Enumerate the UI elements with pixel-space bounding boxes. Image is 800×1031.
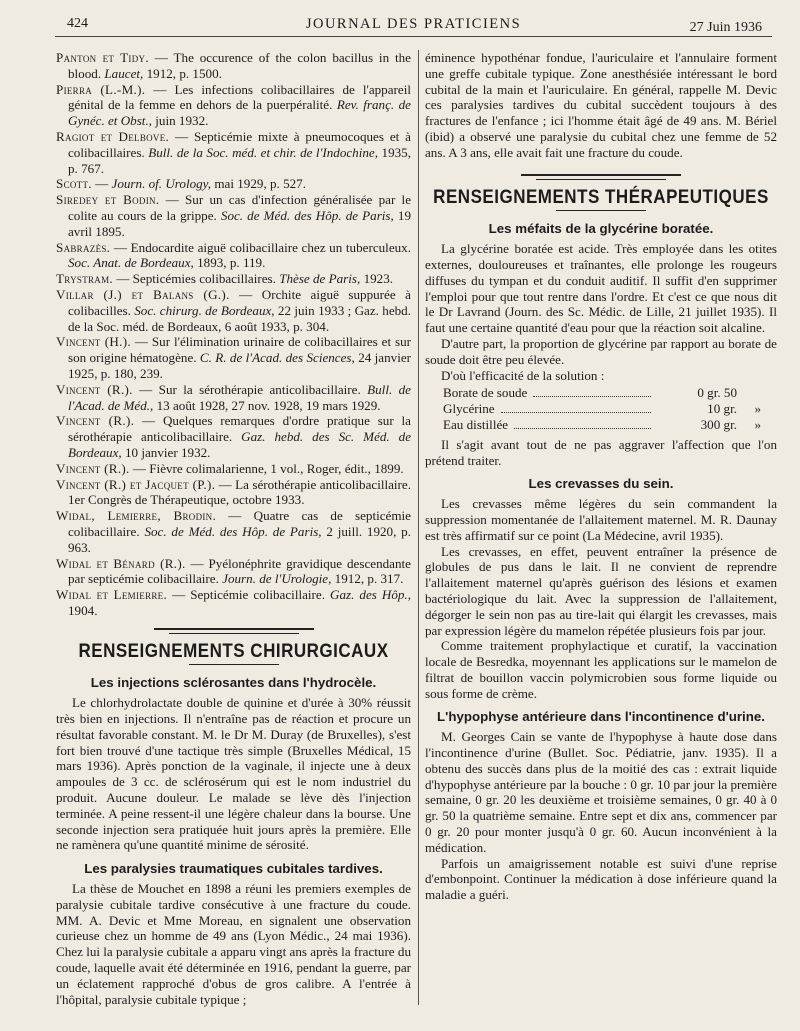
- reference-text: — The occurence of the colon bacillus in the blood.: [68, 50, 411, 81]
- journal-title: JOURNAL DES PRATICIENS: [305, 16, 522, 32]
- formula-row: [443, 401, 761, 417]
- article-title-hypophyse: L'hypophyse antérieure dans l'incontinence d'urine.: [437, 709, 765, 725]
- reference-entry: [56, 508, 411, 555]
- reference-text: — Orchite aiguë suppurée à colibacilles.: [68, 286, 411, 318]
- reference-author: Widal et Bénard (R.).: [56, 555, 186, 571]
- article-paragraph: D'autre part, la proportion de glycérine par rapport au borate de soude doit être peu élevée.: [425, 335, 777, 367]
- reference-source: Rev. franç. de Gynéc. et Obst.,: [68, 97, 411, 129]
- article-title-hydrocele: Les injections sclérosantes dans l'hydrocèle.: [90, 675, 377, 691]
- article-paragraph: Comme traitement prophylactique et curatif, la vaccination locale de Besredka, moyennant les applications sur le mamelon de filtrat de bouillon vaccin polymicrobien sous forme liquide ou sous forme de crème.: [425, 638, 777, 701]
- reference-source: Journ. de l'Urologie,: [222, 571, 332, 587]
- reference-entry: [56, 50, 411, 82]
- section-title-surgical: RENSEIGNEMENTS CHIRURGICAUX: [78, 639, 389, 662]
- article-paragraph: Parfois un amaigrissement notable est suivi d'une reprise d'embonpoint. Continuer la médication à dose inférieure quand la maladie a guéri.: [425, 855, 777, 903]
- reference-source: Soc. Anat. de Bordeaux,: [68, 255, 194, 271]
- article-title-glycerine: Les méfaits de la glycérine boratée.: [488, 221, 714, 237]
- reference-entry: [56, 334, 411, 381]
- reference-text: — La sérothérapie anticolibacillaire. 1er Congrès de Thérapeutique, octobre 1933.: [68, 476, 412, 508]
- reference-source: Bull. de l'Acad. de Méd.,: [68, 381, 411, 413]
- reference-text: — Endocardite aiguë colibacillaire chez un tuberculeux.: [113, 239, 411, 255]
- reference-source: Gaz. des Hôp.,: [330, 587, 411, 603]
- reference-text: — Sur un cas d'infection généralisée par le colite au cours de la grippe.: [68, 192, 412, 223]
- left-column: [56, 50, 411, 1007]
- reference-text: — Septicémies colibacillaires.: [116, 271, 276, 287]
- reference-tail: 10 janvier 1932.: [124, 444, 211, 460]
- article-paragraph: Les crevasses, en effet, peuvent entraîner la présence de globules de pus dans le lait. Il ne convient de reprendre l'allaitement maternel qu'après guérison des lésions et examen bactériologique du lait. Avec la suppression de l'allaitement, dégorger le sein non pas au tire-lait qui élargit les crevasses, mais par expression légère du mamelon répétée plusieurs fois par jour.: [425, 543, 777, 638]
- article-paragraph: Le chlorhydrolactate double de quinine et d'urée à 30% réussit très bien en injections. Il n'entraîne pas de réaction et procure un résultat favorable constant. M. le Dr M. Duray (de Bruxelles), s'est fort bien trouvé d'une tactique très simple (Bruxelles Médical, 15 mars 1936). Après ponction de la vaginale, il injecte une à deux ampoules de 3 cc. de sclérosérum qui est le nom industriel du produit. Aucune douleur. Le malade se lève dès l'injection terminée. A peine ressent-il une légère chaleur dans la bourse. Une seconde injection sera pratiquée huit jours après la première. Elle ne ramènera qu'une quantité minime de sérosité.: [56, 695, 411, 853]
- reference-author: Vincent (R.) et Jacquet (P.).: [56, 476, 216, 492]
- section-ornament: [154, 625, 314, 637]
- article-paragraph: La glycérine boratée est acide. Très employée dans les otites externes, douloureuses et traînantes, elle prolonge les rougeurs diffuses du tympan et du conduit auditif. Il suffit d'en supprimer l'emploi pour que tout rentre dans l'ordre. Et c'est ce que nous dit le Dr Lavrand (Journ. des Sc. Médic. de Lille, 21 juillet 1935). Il faut une certaine quantité d'eau pour que la réaction soit alcaline.: [425, 241, 777, 336]
- reference-author: Panton et Tidy.: [56, 50, 149, 65]
- reference-tail: mai 1929, p. 527.: [214, 176, 306, 192]
- reference-author: Ragiot et Delbove.: [56, 128, 170, 144]
- article-paragraph: Les crevasses même légères du sein commandent la suppression momentanée de l'allaitement maternel. M. R. Daunay est très affirmatif sur ce point (La Médecine, avril 1935).: [425, 496, 777, 543]
- section-title-therapeutic: RENSEIGNEMENTS THÉRAPEUTIQUES: [433, 185, 769, 207]
- reference-entry: [56, 271, 411, 287]
- reference-entry: [56, 477, 411, 509]
- right-column: [425, 50, 777, 903]
- reference-tail: 13 août 1928, 27 nov. 1928, 19 mars 1929.: [156, 397, 381, 413]
- reference-source: Soc. chirurg. de Bordeaux,: [134, 302, 275, 318]
- column-divider: [418, 50, 419, 1005]
- reference-tail: 22 juin 1933 ; Gaz. hebd. de la Soc. méd. de Bordeaux, 6 août 1933, p. 304.: [68, 302, 411, 334]
- reference-author: Vincent (H.).: [56, 334, 131, 350]
- formula-ditto: »: [754, 401, 761, 417]
- reference-tail: 1904.: [68, 602, 98, 618]
- reference-source: Journ. of. Urology,: [111, 176, 212, 192]
- reference-source: C. R. de l'Acad. des Sciences,: [199, 350, 355, 366]
- page-header: [55, 12, 772, 37]
- page-number: 424: [67, 16, 88, 31]
- reference-source: Gaz. hebd. des Sc. Méd. de Bordeaux,: [68, 429, 412, 460]
- reference-author: Vincent (R.).: [56, 381, 133, 397]
- reference-text: — Sur la sérothérapie anticolibacillaire.: [139, 381, 361, 397]
- article-paragraph: M. Georges Cain se vante de l'hypophyse à haute dose dans l'incontinence d'urine (Bullet. Soc. Pédiatrie, janv. 1935). Il a obtenu des succès dans plus de la moitié des cas : extrait liquide d'hypophyse antérieure par la bouche : 0 gr. 10 par jour la première semaine, 0 gr. 20 les deuxième et troisième semaines, 0 gr. 40 à 0 gr. 50 la quatrième semaine. Entre sept et dix ans, commencer par 0 gr. 20 pour monter jusqu'à 0 gr. 60. Aucun inconvénient à la médication.: [425, 729, 777, 855]
- reference-text: —: [95, 176, 109, 192]
- reference-tail: 1923.: [363, 271, 394, 287]
- reference-author: Vincent (R.).: [56, 460, 130, 476]
- reference-source: Soc. de Méd. des Hôp. de Paris,: [144, 523, 322, 539]
- reference-entry: [56, 461, 411, 477]
- issue-date: 27 Juin 1936: [689, 20, 762, 35]
- reference-tail: 19 avril 1895.: [68, 207, 411, 239]
- reference-tail: 1912, p. 317.: [334, 571, 404, 587]
- reference-text: — Quatre cas de septicémie colibacillaire.: [68, 508, 411, 539]
- reference-author: Widal et Lemierre.: [56, 587, 168, 603]
- article-paragraph: La thèse de Mouchet en 1898 a réuni les premiers exemples de paralysie cubitale tardive consécutive à une fracture du coude. MM. A. Devic et Mme Moreau, en signalent une observation curieuse chez un homme de 49 ans (Lyon Médic., 24 mai 1936). Chez lui la paralysie cubitale a apparu vingt ans après la fracture du coude, laquelle avait été déterminée en 1916, pendant la guerre, par un éclatement rapproché d'obus de gros calibre. A l'entrée à l'hôpital, paralysie cubitale typique ;: [56, 881, 411, 1007]
- reference-author: Scott.: [56, 176, 92, 192]
- reference-source: Thèse de Paris,: [279, 271, 361, 287]
- reference-tail: juin 1932.: [155, 113, 209, 129]
- continued-paragraph: éminence hypothénar fondue, l'auriculaire et l'annulaire forment une greffe cubitale typique. Zone anesthésiée intéressant le bord cubital de la main et l'auriculaire. En général, rappelle M. Devic ces paralysies tardives du cubital succèdent toujours à des fractures de l'enfance ; ici l'homme était âgé de 49 ans. M. Bériel (ibid) a observé une paralysie du cubital chez une femme de 52 ans. A 3 ans, elle avait fait une fracture du coude.: [425, 50, 777, 160]
- formula-ingredient: Borate de soude: [443, 385, 528, 401]
- reference-entry: [56, 556, 411, 588]
- reference-entry: [56, 587, 411, 619]
- formula-quantity: 10 gr.: [707, 401, 737, 417]
- reference-author: Siredey et Bodin.: [56, 192, 160, 208]
- reference-entry: [56, 413, 411, 460]
- formula-table: [443, 385, 761, 432]
- formula-ditto: »: [754, 416, 761, 432]
- formula-row: [443, 417, 761, 433]
- reference-tail: 1935, p. 767.: [68, 144, 411, 176]
- reference-source: Bull. de la Soc. méd. et chir. de l'Indochine,: [148, 144, 379, 160]
- article-title-paralysies: Les paralysies traumatiques cubitales tardives.: [84, 861, 383, 877]
- formula-quantity: 300 gr.: [700, 416, 737, 432]
- reference-author: Sabrazès.: [56, 239, 111, 255]
- formula-ditto: [747, 385, 761, 401]
- formula-row: [443, 385, 761, 401]
- article-title-crevasses: Les crevasses du sein.: [528, 476, 674, 492]
- reference-text: — Pyélonéphrite gravidique descendante par septicémie colibacillaire.: [68, 555, 411, 587]
- reference-author: Widal, Lemierre, Brodin.: [56, 508, 217, 524]
- reference-entry: [56, 382, 411, 414]
- reference-text: — Quelques remarques d'ordre pratique sur la sérothérapie anticolibacillaire.: [68, 413, 411, 445]
- reference-entry: [56, 176, 411, 192]
- article-paragraph: Il s'agit avant tout de ne pas aggraver l'affection que l'on prétend traiter.: [425, 436, 777, 468]
- reference-source: Soc. de Méd. des Hôp. de Paris,: [220, 207, 394, 223]
- reference-entry: [56, 287, 411, 334]
- article-paragraph: D'où l'efficacité de la solution :: [441, 367, 605, 383]
- formula-ingredient: Eau distillée: [443, 416, 509, 432]
- reference-entry: [56, 240, 411, 272]
- reference-tail: 2 juill. 1920, p. 963.: [68, 523, 411, 555]
- reference-author: Villar (J.) et Balans (G.).: [56, 286, 230, 302]
- reference-tail: 1912, p. 1500.: [146, 65, 222, 81]
- reference-entry: [56, 82, 411, 129]
- section-underline: [556, 210, 646, 211]
- reference-tail: 24 janvier 1925, p. 180, 239.: [68, 350, 412, 381]
- reference-tail: 1893, p. 119.: [197, 255, 266, 271]
- reference-text: — Septicémie colibacillaire.: [172, 587, 325, 603]
- reference-entry: [56, 129, 411, 176]
- reference-source: Laucet,: [104, 65, 144, 81]
- section-ornament: [521, 171, 681, 183]
- reference-entry: [56, 192, 411, 239]
- reference-text: — Les infections colibacillaires de l'appareil génital de la femme en dehors de la puerpéralité.: [68, 81, 411, 113]
- section-underline: [189, 664, 279, 665]
- formula-quantity: 0 gr. 50: [697, 385, 737, 401]
- reference-author: Pierra (L.-M.).: [56, 81, 146, 97]
- formula-ingredient: Glycérine: [443, 401, 495, 417]
- reference-author: Trystram.: [56, 271, 113, 287]
- reference-list: [56, 50, 411, 619]
- reference-text: — Sur l'élimination urinaire de colibacillaires et sur son origine hématogène.: [68, 334, 411, 366]
- reference-author: Vincent (R.).: [56, 413, 135, 429]
- reference-text: — Fièvre colimalarienne, 1 vol., Roger, édit., 1899.: [132, 460, 404, 476]
- reference-text: — Septicémie mixte à pneumocoques et à colibacillaires.: [68, 128, 411, 160]
